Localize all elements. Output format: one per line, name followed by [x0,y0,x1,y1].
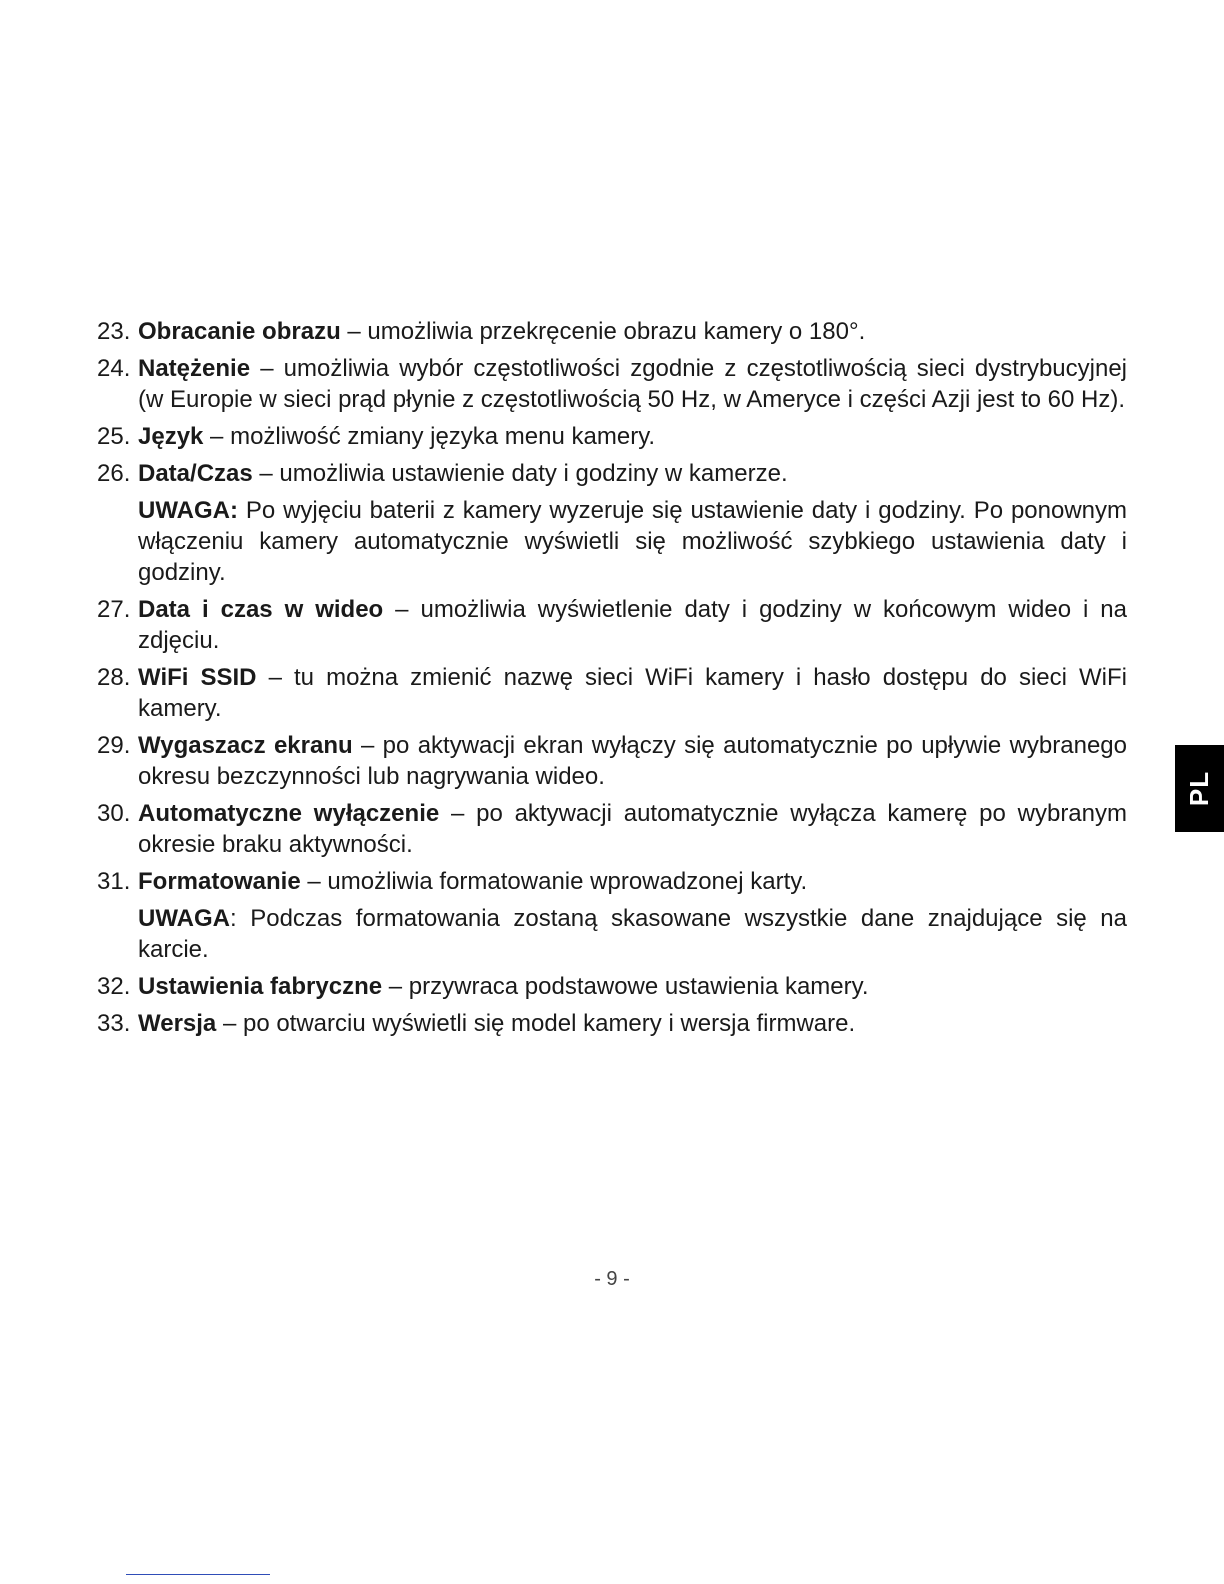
list-item-31 [97,866,1127,897]
item-term: Data i czas w wideo [138,596,384,623]
item-text: – po aktywacji ekran wyłączy się automatycznie po upływie wybranego okresu bezczynności lub nagrywania wideo. [138,732,1127,790]
item-body [138,730,1127,792]
item-term: Natężenie [138,355,251,382]
item-text: – umożliwia ustawienie daty i godziny w kamerze. [252,460,788,487]
item-text: – umożliwia wyświetlenie daty i godziny w końcowym wideo i na zdjęciu. [138,596,1127,654]
item-body [138,1008,1127,1039]
note-date-reset [138,495,1127,588]
item-number: 30. [97,800,131,827]
note-label: UWAGA [138,905,230,932]
list-item-25 [97,421,1127,452]
item-number: 27. [97,596,131,623]
list-item-28 [97,662,1127,724]
item-number: 25. [97,423,131,450]
item-number: 32. [97,973,131,1000]
item-body [138,662,1127,724]
note-label: UWAGA: [138,497,238,524]
item-text: – przywraca podstawowe ustawienia kamery. [382,973,869,1000]
note-text: Po wyjęciu baterii z kamery wyzeruje się ustawienie daty i godziny. Po ponownym włączeniu kamery automatycznie wyświetli się możliwość szybkiego ustawienia daty i godziny. [138,497,1127,586]
item-term: Wygaszacz ekranu [138,732,353,759]
item-term: WiFi SSID [138,664,257,691]
item-body [138,421,1127,452]
item-text: – po otwarciu wyświetli się model kamery i wersja firmware. [216,1010,856,1037]
list-item-32 [97,971,1127,1002]
list-item-30 [97,798,1127,860]
item-term: Język [138,423,204,450]
page-number: - 9 - [594,1268,630,1290]
item-text: – po aktywacji automatycznie wyłącza kamerę po wybranym okresie braku aktywności. [138,800,1127,858]
item-number: 33. [97,1010,131,1037]
item-text: – umożliwia przekręcenie obrazu kamery o 180°. [340,318,866,345]
item-number: 23. [97,318,131,345]
language-tab-label: PL [1183,770,1214,807]
item-body [138,798,1127,860]
note-text: : Podczas formatowania zostaną skasowane wszystkie dane znajdujące się na karcie. [138,905,1127,963]
list-item-33 [97,1008,1127,1039]
item-body [138,594,1127,656]
item-body [138,316,1127,347]
note-format-warning [138,903,1127,965]
item-number: 24. [97,355,131,382]
footnote-divider [126,1574,270,1575]
item-term: Formatowanie [138,868,301,895]
item-text: – umożliwia formatowanie wprowadzonej karty. [300,868,808,895]
document-body [97,316,1127,1045]
list-item-29 [97,730,1127,792]
list-item-24 [97,353,1127,415]
item-term: Wersja [138,1010,217,1037]
list-item-26 [97,458,1127,489]
item-term: Obracanie obrazu [138,318,341,345]
item-number: 26. [97,460,131,487]
item-text: – umożliwia wybór częstotliwości zgodnie z częstotliwością sieci dystrybucyjnej (w Europie w sieci prąd płynie z częstotliwością 50 Hz, w Ameryce i części Azji jest to 60 Hz). [138,355,1127,413]
item-body [138,458,1127,489]
list-item-27 [97,594,1127,656]
item-number: 28. [97,664,131,691]
item-term: Ustawienia fabryczne [138,973,383,1000]
item-term: Data/Czas [138,460,253,487]
language-tab [1175,745,1224,832]
item-body [138,353,1127,415]
item-number: 29. [97,732,131,759]
item-text: – tu można zmienić nazwę sieci WiFi kamery i hasło dostępu do sieci WiFi kamery. [138,664,1127,722]
item-term: Automatyczne wyłączenie [138,800,440,827]
item-body [138,866,1127,897]
item-body [138,971,1127,1002]
item-number: 31. [97,868,131,895]
item-text: – możliwość zmiany języka menu kamery. [203,423,656,450]
list-item-23 [97,316,1127,347]
